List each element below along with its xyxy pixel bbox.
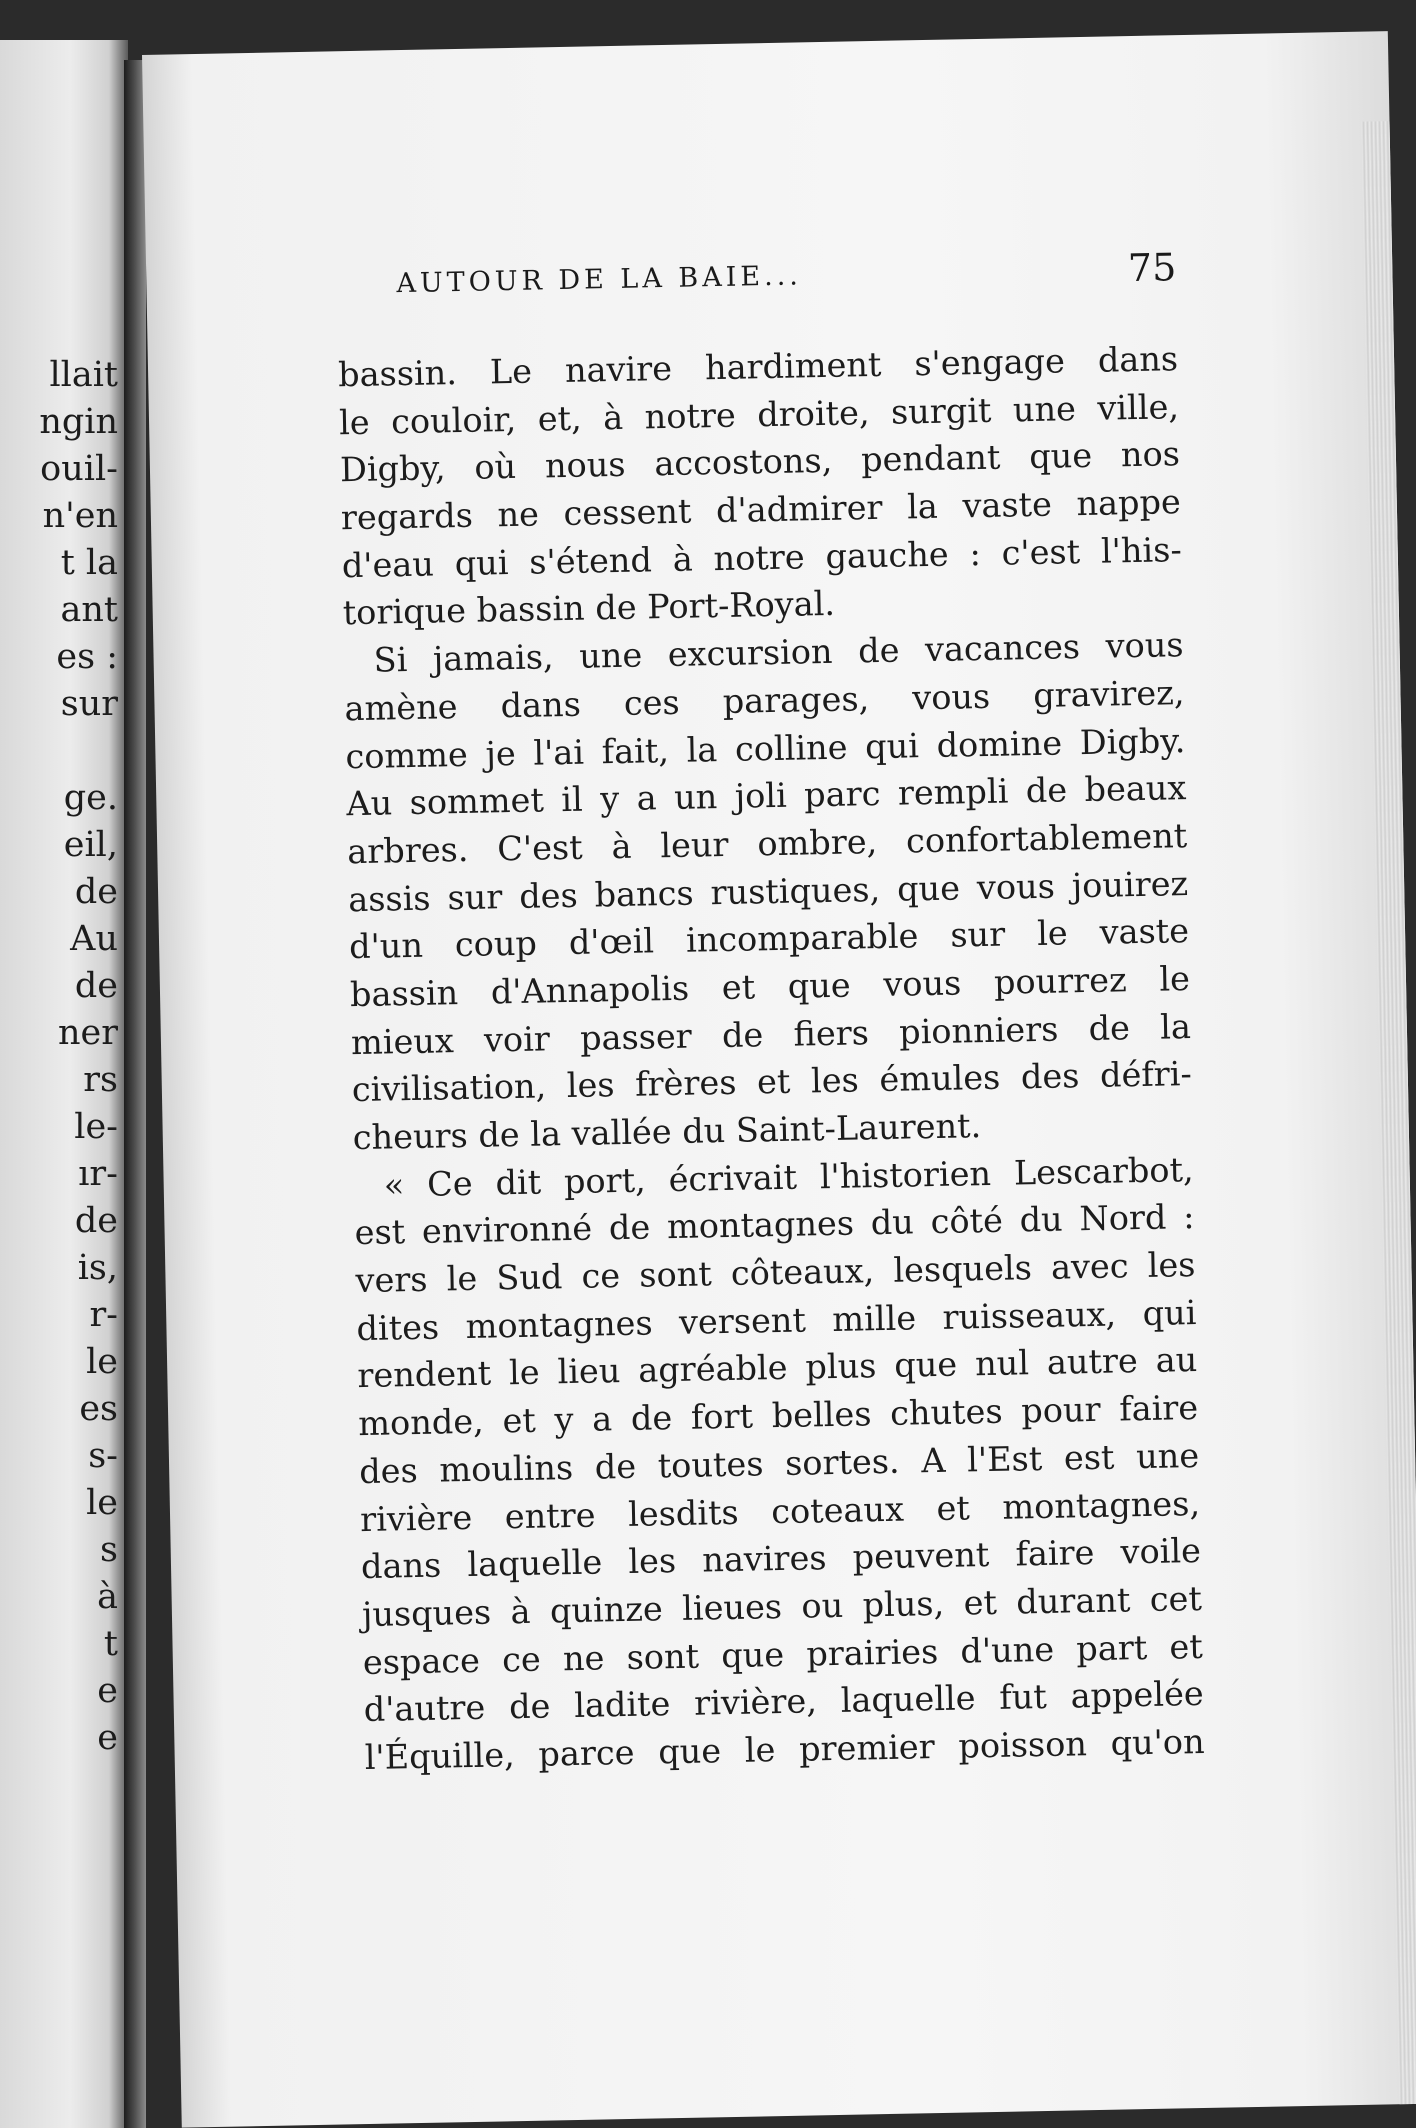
page-number: 75: [1127, 245, 1177, 291]
left-page-fragment: ouil-: [40, 449, 118, 489]
text-line: rendent le lieu agréable plus que nul autre au: [357, 1340, 1198, 1396]
left-page-fragment: is,: [77, 1248, 118, 1288]
left-page-fragment: ner: [58, 1013, 118, 1053]
left-page-fragment: à: [97, 1577, 118, 1617]
text-line: torique bassin de Port-Royal.: [342, 584, 836, 633]
text-line: cheurs de la vallée du Saint-Laurent.: [352, 1106, 982, 1158]
text-line: regards ne cessent d'admirer la vaste nappe: [340, 482, 1182, 538]
left-page-fragment: le-: [74, 1107, 118, 1147]
text-line: jusques à quinze lieues ou plus, et durant cet: [361, 1578, 1203, 1634]
text-line: monde, et y a de fort belles chutes pour faire: [357, 1388, 1199, 1444]
left-page-fragment: eil,: [63, 825, 118, 865]
text-line: amène dans ces parages, vous gravirez,: [344, 672, 1185, 729]
left-page-fragment: ge.: [63, 778, 118, 818]
text-line: arbres. C'est à leur ombre, confortablement: [346, 815, 1188, 872]
left-page-fragment: de: [74, 872, 118, 912]
text-line: dites montagnes versent mille ruisseaux, qui: [356, 1292, 1197, 1348]
left-page-fragment: n'en: [42, 496, 118, 536]
text-line: comme je l'ai fait, la colline qui domine Digby.: [345, 720, 1186, 776]
left-page-fragment: es: [79, 1389, 118, 1429]
page-edges: [1362, 121, 1416, 2104]
left-page-fragment: e: [97, 1718, 118, 1758]
left-page-fragment: rs: [83, 1060, 118, 1100]
text-line: vers le Sud ce sont côteaux, lesquels avec les: [355, 1245, 1196, 1301]
text-line: civilisation, les frères et les émules des défri-: [351, 1054, 1193, 1110]
text-line: bassin. Le navire hardiment s'engage dans: [337, 339, 1179, 395]
text-line: d'eau qui s'étend à notre gauche : c'est l'his-: [341, 529, 1183, 586]
page-header: [396, 245, 1177, 320]
text-line: mieux voir passer de fiers pionniers de la: [350, 1006, 1192, 1062]
left-page: [0, 40, 128, 2128]
body-text: [338, 335, 1205, 1781]
left-page-fragment: llait: [49, 355, 118, 395]
text-line: espace ce ne sont que prairies d'une part et: [362, 1626, 1204, 1682]
text-line: assis sur des bancs rustiques, que vous jouirez: [347, 863, 1189, 919]
left-page-fragment: de: [74, 966, 118, 1006]
left-page-fragment: sur: [60, 684, 118, 724]
text-line: bassin d'Annapolis et que vous pourrez le: [349, 958, 1191, 1015]
text-line: l'Équille, parce que le premier poisson qu'on: [364, 1721, 1205, 1777]
text-line: est environné de montagnes du côté du Nord :: [354, 1197, 1195, 1253]
text-line: « Ce dit port, écrivait l'historien Lescarbot,: [383, 1149, 1194, 1205]
running-head: AUTOUR DE LA BAIE...: [396, 260, 803, 300]
right-page: [142, 31, 1416, 2128]
text-line: des moulins de toutes sortes. A l'Est est une: [358, 1435, 1200, 1491]
left-page-fragment: ant: [60, 590, 118, 630]
left-page-fragment: le: [86, 1483, 118, 1523]
left-page-fragment: e: [97, 1671, 118, 1711]
text-line: d'autre de ladite rivière, laquelle fut appelée: [363, 1674, 1205, 1730]
book-spine: [124, 60, 146, 2128]
text-line: d'un coup d'œil incomparable sur le vaste: [348, 911, 1190, 967]
left-page-fragment: s: [100, 1530, 118, 1570]
left-page-fragment: es :: [56, 637, 118, 677]
left-page-fragment: Au: [70, 919, 118, 959]
left-page-fragment: ngin: [39, 402, 118, 442]
text-line: le couloir, et, à notre droite, surgit une ville,: [338, 386, 1180, 442]
left-page-fragment: s-: [88, 1436, 118, 1476]
left-page-fragment: r-: [89, 1295, 118, 1335]
text-line: dans laquelle les navires peuvent faire voile: [360, 1531, 1202, 1587]
text-line: rivière entre lesdits coteaux et montagnes,: [359, 1483, 1201, 1539]
left-page-text-fragments: [0, 352, 118, 1762]
text-line: Si jamais, une excursion de vacances vous: [373, 625, 1184, 680]
left-page-fragment: t: [103, 1624, 118, 1664]
left-page-fragment: t la: [60, 543, 118, 583]
text-line: Digby, où nous accostons, pendant que nos: [339, 434, 1181, 490]
text-line: Au sommet il y a un joli parc rempli de beaux: [346, 768, 1187, 824]
left-page-fragment: ır-: [78, 1154, 118, 1194]
left-page-fragment: de: [74, 1201, 118, 1241]
left-page-fragment: [0, 728, 118, 775]
left-page-fragment: le: [86, 1342, 118, 1382]
